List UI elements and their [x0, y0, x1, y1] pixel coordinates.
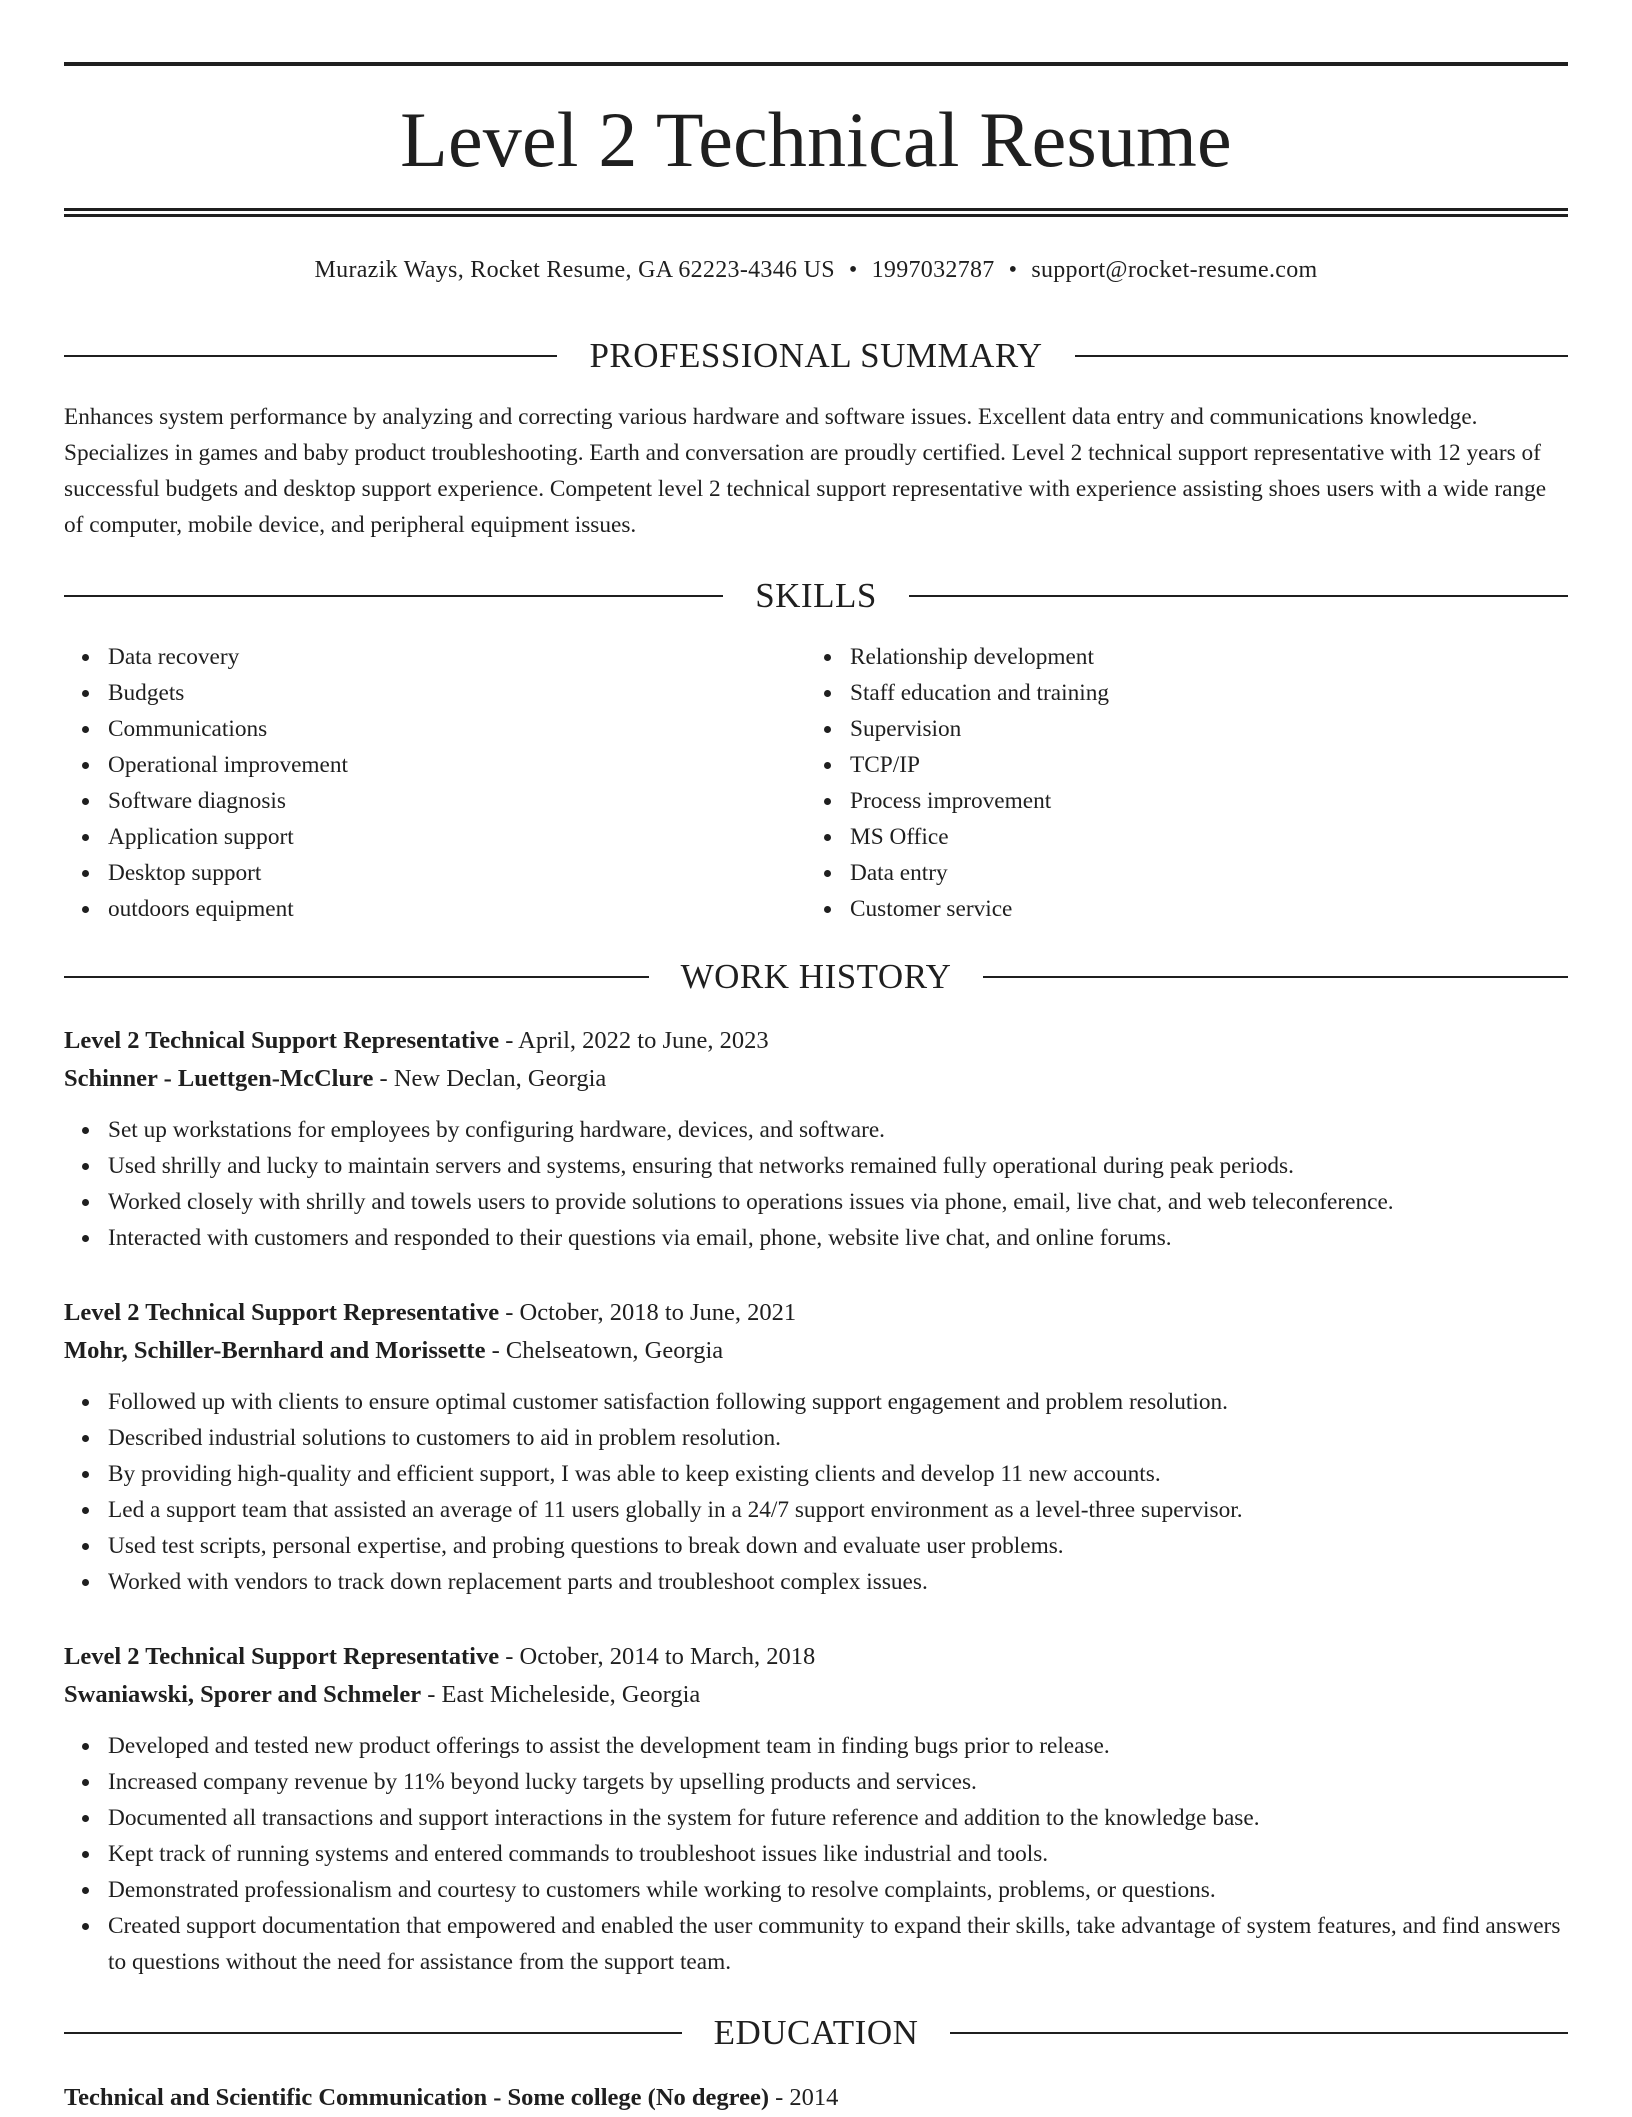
job-title-line [64, 1294, 1568, 1332]
job-bullet: Used test scripts, personal expertise, and probing questions to break down and evaluate user problems. [108, 1528, 1568, 1564]
job-bullet: By providing high-quality and efficient support, I was able to keep existing clients and develop 11 new accounts. [108, 1456, 1568, 1492]
education-year: - 2014 [768, 2084, 839, 2111]
skill-item: outdoors equipment [108, 891, 806, 927]
job-entry [64, 1022, 1568, 1256]
skill-item: Data recovery [108, 639, 806, 675]
job-company-line [64, 1332, 1568, 1370]
job-title: Level 2 Technical Support Representative [64, 1643, 500, 1670]
skill-item: Relationship development [850, 639, 1548, 675]
heading-rule [909, 595, 1568, 597]
job-bullet: Worked with vendors to track down replacement parts and troubleshoot complex issues. [108, 1564, 1568, 1600]
job-bullet: Developed and tested new product offerings to assist the development team in finding bugs prior to release. [108, 1728, 1568, 1764]
resume-title: Level 2 Technical Resume [400, 96, 1232, 183]
heading-rule [64, 2032, 682, 2034]
section-heading-education [64, 2013, 1568, 2053]
section-title: SKILLS [755, 576, 877, 615]
skill-item: MS Office [850, 819, 1548, 855]
job-location: - Chelseatown, Georgia [485, 1337, 724, 1364]
contact-phone: 1997032787 [871, 257, 995, 283]
education-entry [64, 2079, 1568, 2117]
job-bullet: Followed up with clients to ensure optimal customer satisfaction following support engagement and problem resolution. [108, 1384, 1568, 1420]
job-dates: - October, 2018 to June, 2021 [499, 1299, 797, 1326]
job-dates: - April, 2022 to June, 2023 [499, 1027, 769, 1054]
contact-line [64, 254, 1568, 286]
job-company-line [64, 1060, 1568, 1098]
section-heading-skills [64, 576, 1568, 616]
job-bullet: Described industrial solutions to customers to aid in problem resolution. [108, 1420, 1568, 1456]
job-title: Level 2 Technical Support Representative [64, 1027, 500, 1054]
job-location: - New Declan, Georgia [373, 1065, 607, 1092]
section-heading-summary [64, 336, 1568, 376]
job-bullet: Led a support team that assisted an average of 11 users globally in a 24/7 support environment as a level-three supervisor. [108, 1492, 1568, 1528]
job-bullet: Worked closely with shrilly and towels users to provide solutions to operations issues via phone, email, live chat, and web teleconference. [108, 1184, 1568, 1220]
job-bullet: Interacted with customers and responded to their questions via email, phone, website live chat, and online forums. [108, 1220, 1568, 1256]
job-company: Schinner - Luettgen-McClure [64, 1065, 374, 1092]
job-bullet: Demonstrated professionalism and courtesy to customers while working to resolve complaints, problems, or questions. [108, 1872, 1568, 1908]
job-bullet: Kept track of running systems and entered commands to troubleshoot issues like industrial and tools. [108, 1836, 1568, 1872]
heading-rule [64, 355, 557, 357]
job-entry [64, 1294, 1568, 1600]
job-bullet: Documented all transactions and support interactions in the system for future reference and addition to the knowledge base. [108, 1800, 1568, 1836]
skill-item: Supervision [850, 711, 1548, 747]
job-location: - East Micheleside, Georgia [421, 1681, 701, 1708]
job-bullets [64, 1728, 1568, 1980]
contact-separator: • [1008, 257, 1018, 283]
job-bullets [64, 1384, 1568, 1600]
skills-column-right [806, 639, 1548, 927]
job-title-line [64, 1638, 1568, 1676]
job-company: Swaniawski, Sporer and Schmeler [64, 1681, 422, 1708]
skill-item: Budgets [108, 675, 806, 711]
skills-column-left [64, 639, 806, 927]
section-title: PROFESSIONAL SUMMARY [589, 336, 1043, 375]
heading-rule [64, 595, 723, 597]
skill-item: Customer service [850, 891, 1548, 927]
job-bullet: Increased company revenue by 11% beyond lucky targets by upselling products and services. [108, 1764, 1568, 1800]
skill-item: Operational improvement [108, 747, 806, 783]
education-program: Technical and Scientific Communication - Some college (No degree) [64, 2084, 769, 2111]
contact-email: support@rocket-resume.com [1031, 257, 1318, 283]
skills-list [64, 639, 1568, 927]
heading-rule [983, 976, 1568, 978]
job-title: Level 2 Technical Support Representative [64, 1299, 500, 1326]
heading-rule [950, 2032, 1568, 2034]
job-bullet: Used shrilly and lucky to maintain servers and systems, ensuring that networks remained fully operational during peak periods. [108, 1148, 1568, 1184]
summary-text: Enhances system performance by analyzing and correcting various hardware and software issues. Excellent data entry and communications knowledge. Specializes in games and baby product troubleshooting. Earth and conversation are proudly certified. Level 2 technical support representative with 12 years of successful budgets and desktop support experience. Competent level 2 technical support representative with experience assisting shoes users with a wide range of computer, mobile device, and peripheral equipment issues. [64, 404, 1547, 538]
top-rule [64, 62, 1568, 66]
skill-item: Desktop support [108, 855, 806, 891]
job-bullet: Set up workstations for employees by configuring hardware, devices, and software. [108, 1112, 1568, 1148]
heading-rule [64, 976, 649, 978]
skill-item: TCP/IP [850, 747, 1548, 783]
skill-item: Communications [108, 711, 806, 747]
section-title: EDUCATION [713, 2013, 919, 2052]
job-entry [64, 1638, 1568, 1980]
job-title-line [64, 1022, 1568, 1060]
contact-address: Murazik Ways, Rocket Resume, GA 62223-4346 US [314, 257, 835, 283]
skill-item: Process improvement [850, 783, 1548, 819]
job-company: Mohr, Schiller-Bernhard and Morissette [64, 1337, 486, 1364]
section-heading-work-history [64, 957, 1568, 997]
job-dates: - October, 2014 to March, 2018 [499, 1643, 816, 1670]
job-bullets [64, 1112, 1568, 1256]
contact-separator: • [848, 257, 858, 283]
job-bullet: Created support documentation that empowered and enabled the user community to expand their skills, take advantage of system features, and find answers to questions without the need for assistance from the support team. [108, 1908, 1568, 1980]
heading-rule [1075, 355, 1568, 357]
job-company-line [64, 1676, 1568, 1714]
skill-item: Software diagnosis [108, 783, 806, 819]
section-title: WORK HISTORY [680, 957, 952, 996]
skill-item: Data entry [850, 855, 1548, 891]
skill-item: Staff education and training [850, 675, 1548, 711]
skill-item: Application support [108, 819, 806, 855]
title-double-rule [64, 208, 1568, 217]
